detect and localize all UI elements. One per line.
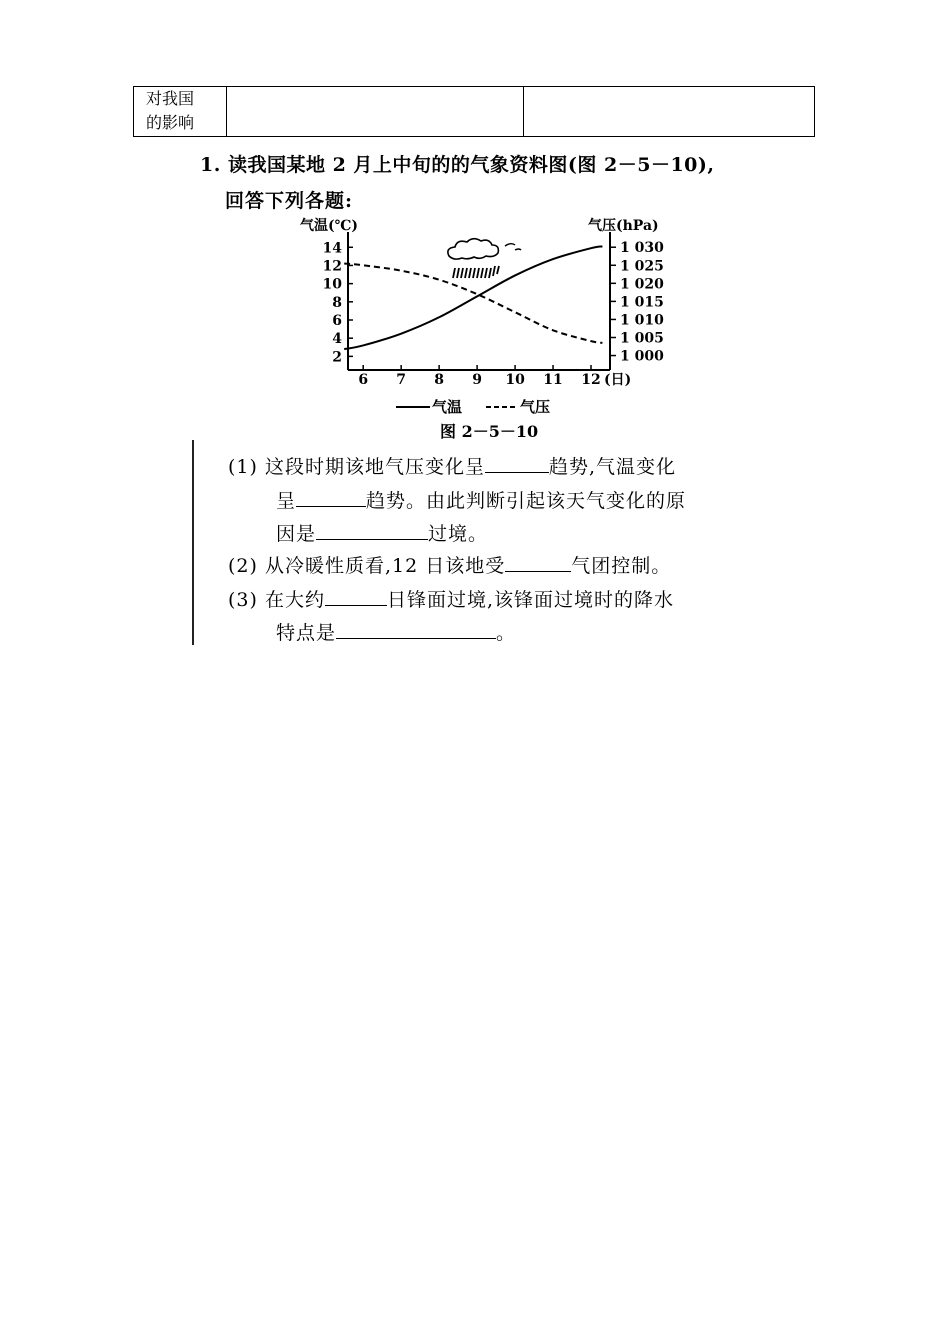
row-label-line1: 对我国	[146, 89, 195, 108]
weather-chart	[300, 212, 690, 447]
q3-text-c: 特点是	[276, 622, 337, 644]
q3-text-b: 日锋面过境,该锋面过境时的降水	[386, 589, 675, 611]
y-right-tick-label: 1 000	[620, 348, 664, 365]
x-axis-label: (日)	[604, 372, 632, 388]
q1-text-d: 趋势。由此判断引起该天气变化的原	[366, 490, 687, 512]
q3-text-d: 。	[496, 622, 517, 644]
y-axis-left-label: 气温(℃)	[300, 218, 359, 234]
subquestion-3-line2	[276, 618, 516, 645]
y-left-tick-label: 10	[322, 276, 342, 293]
q1-text-b: 趋势,气温变化	[548, 456, 677, 478]
subquestion-3-line1	[228, 585, 674, 612]
figure-caption: 图 2－5－10	[440, 422, 539, 441]
q2-blank[interactable]	[505, 553, 571, 572]
question-title: 1. 读我国某地 2 月上中旬的的气象资料图(图 2－5－10),	[200, 154, 715, 176]
y-left-tick-label: 8	[332, 294, 342, 311]
weather-chart-svg	[300, 212, 690, 447]
x-tick-label: 8	[434, 372, 445, 388]
q3-blank-2[interactable]	[336, 620, 496, 639]
y-right-tick-label: 1 025	[620, 258, 664, 275]
scan-edge-line	[192, 440, 194, 645]
x-tick-label: 6	[358, 372, 369, 388]
table-cell-3	[524, 87, 815, 137]
q1-text-f: 过境。	[428, 523, 489, 545]
q1-text-c: 呈	[276, 490, 297, 512]
table-cell-2	[227, 87, 524, 137]
q1-blank-1[interactable]	[485, 454, 549, 473]
table-row-label	[134, 87, 227, 137]
y-left-tick-label: 4	[332, 331, 342, 348]
q1-text-e: 因是	[276, 523, 317, 545]
subquestion-1-line3	[276, 519, 488, 546]
subquestion-2	[228, 551, 671, 578]
chart-legend	[396, 398, 550, 416]
y-left-tick-label: 2	[332, 349, 342, 366]
legend-dashed-label: 气压	[520, 398, 551, 416]
y-right-tick-label: 1 010	[620, 312, 664, 329]
legend-solid-label: 气温	[432, 398, 463, 416]
subquestion-1-line2	[276, 486, 686, 513]
y-left-tick-label: 14	[322, 240, 342, 257]
q2-text-b: 气团控制。	[571, 555, 672, 577]
row-label-line2: 的影响	[146, 113, 195, 132]
q3-text-a: (3) 在大约	[228, 589, 325, 611]
y-right-tick-label: 1 030	[620, 240, 664, 257]
q2-text-a: (2) 从冷暖性质看,12 日该地受	[228, 555, 506, 577]
q1-blank-3[interactable]	[316, 521, 428, 540]
subquestion-1-line1	[228, 452, 676, 479]
y-right-tick-label: 1 020	[620, 276, 664, 293]
x-tick-label: 11	[543, 372, 563, 388]
cloud-rain-icon	[448, 239, 521, 278]
q1-text-a: (1) 这段时期该地气压变化呈	[228, 456, 485, 478]
y-right-tick-label: 1 005	[620, 330, 664, 347]
q3-blank-1[interactable]	[325, 587, 387, 606]
y-right-tick-label: 1 015	[620, 294, 664, 311]
impact-table	[133, 86, 815, 137]
x-tick-label: 7	[396, 372, 407, 388]
y-left-tick-label: 6	[332, 313, 342, 329]
y-axis-right-label: 气压(hPa)	[588, 218, 659, 234]
x-tick-label: 10	[505, 372, 525, 388]
y-left-tick-label: 12	[322, 258, 342, 275]
q1-blank-2[interactable]	[296, 488, 366, 507]
x-tick-label: 9	[472, 372, 482, 388]
table-row	[134, 87, 815, 137]
question-title-line2: 回答下列各题:	[225, 190, 354, 212]
x-tick-label: 12	[581, 372, 601, 388]
